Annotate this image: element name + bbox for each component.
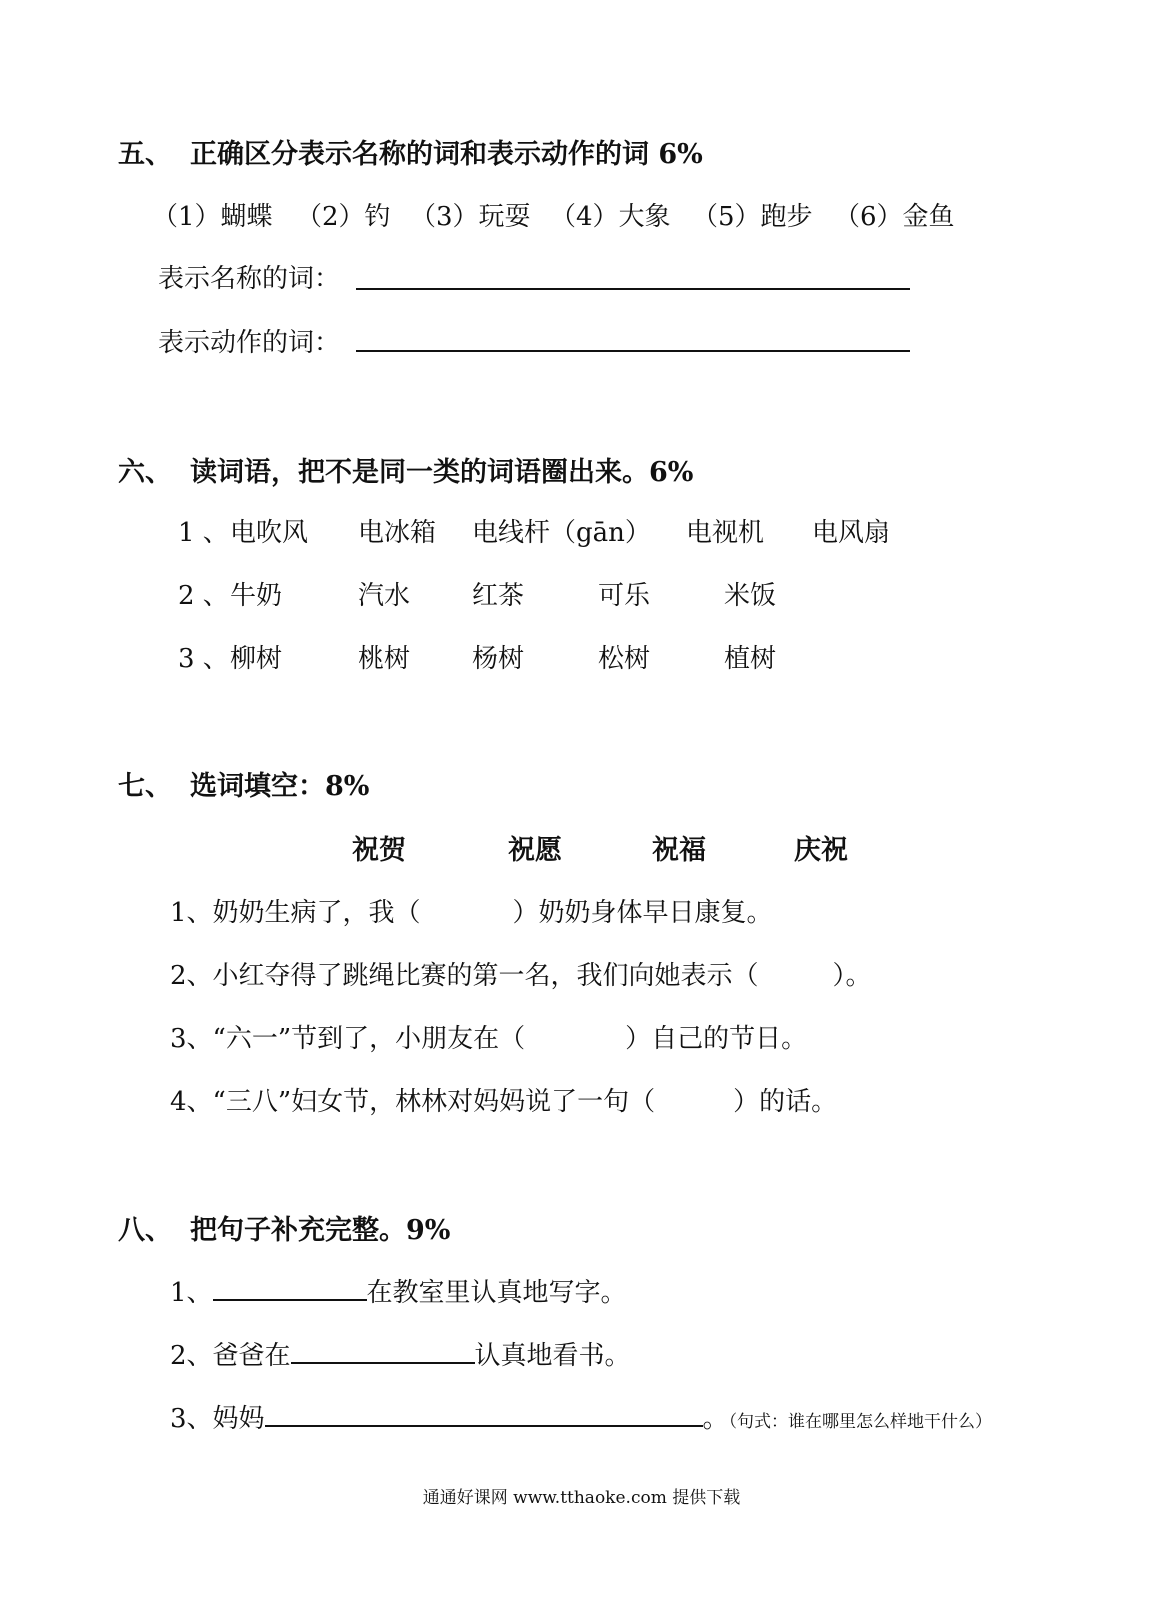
- section7-item-2-after: ）。: [832, 961, 872, 991]
- section7-choice-2: 祝愿: [508, 835, 562, 866]
- section8-item-3-before: 3、妈妈: [170, 1404, 265, 1434]
- section6-number: 六、: [118, 457, 172, 488]
- section7-item-2: [170, 955, 872, 992]
- section8-item-1-after: 在教室里认真地写字。: [366, 1278, 627, 1308]
- section7-title: 选词填空：8%: [190, 771, 370, 802]
- section8-item-2-blank[interactable]: [291, 1358, 475, 1364]
- section7-item-1-before: 1、奶奶生病了，我（: [170, 898, 421, 928]
- section5-word-1: （1）蝴蝶: [152, 202, 273, 232]
- section7-item-4-after: ）的话。: [733, 1087, 838, 1117]
- section7-item-1-after: ）奶奶身体早日康复。: [512, 898, 773, 928]
- section7-item-2-before: 2、小红夺得了跳绳比赛的第一名，我们向她表示（: [170, 961, 759, 991]
- section6-row3-word5[interactable]: 植树: [724, 644, 777, 674]
- section6-row3-word1[interactable]: 柳树: [230, 644, 283, 674]
- section5-names-answer-line[interactable]: [356, 288, 910, 290]
- section8-item-3-after: 。: [702, 1404, 729, 1434]
- section7-item-3: [170, 1018, 807, 1055]
- section8-title: 把句子补充完整。9%: [190, 1215, 451, 1246]
- section6-row2-word1[interactable]: 牛奶: [230, 581, 283, 611]
- section6-row2-word5[interactable]: 米饭: [724, 581, 777, 611]
- section5-title: 正确区分表示名称的词和表示动作的词 6%: [190, 139, 703, 170]
- section8-item-3-note: （句式：谁在哪里怎么样地干什么）: [728, 1412, 993, 1432]
- section6-row2-word3[interactable]: 红茶: [472, 581, 525, 611]
- section8-item-3: [170, 1398, 992, 1435]
- section8-number: 八、: [118, 1215, 172, 1246]
- section6-row2-num: 2 、: [178, 581, 229, 611]
- section5-number: 五、: [118, 139, 172, 170]
- section6-row2-word2[interactable]: 汽水: [358, 581, 411, 611]
- section5-word-2: （2）钓: [296, 202, 391, 232]
- section8-item-1: [170, 1272, 627, 1309]
- section6-title: 读词语，把不是同一类的词语圈出来。6%: [190, 457, 694, 488]
- section6-row2-word4[interactable]: 可乐: [598, 581, 651, 611]
- section6-row3-num: 3 、: [178, 644, 229, 674]
- section7-item-1: [170, 892, 773, 929]
- section5-actions-label: 表示动作的词：: [158, 328, 341, 358]
- section7-choice-3: 祝福: [652, 835, 706, 866]
- section7-choice-1: 祝贺: [352, 835, 406, 866]
- section8-item-1-before: 1、: [170, 1278, 213, 1308]
- section8-item-2: [170, 1335, 631, 1372]
- page-footer: 通通好课网 www.tthaoke.com 提供下载: [422, 1488, 741, 1508]
- section6-row1-word2[interactable]: 电冰箱: [358, 518, 437, 548]
- section5-word-3: （3）玩耍: [410, 202, 531, 232]
- section5-actions-answer-line[interactable]: [356, 350, 910, 352]
- section6-row3-word3[interactable]: 杨树: [472, 644, 525, 674]
- section6-row1-word1[interactable]: 电吹风: [230, 518, 309, 548]
- section5-word-4: （4）大象: [550, 202, 671, 232]
- section6-row1-word4[interactable]: 电视机: [686, 518, 765, 548]
- section7-item-4-before: 4、“三八”妇女节，林林对妈妈说了一句（: [170, 1087, 656, 1117]
- section7-item-3-before: 3、“六一”节到了，小朋友在（: [170, 1024, 526, 1054]
- section5-names-label: 表示名称的词：: [158, 264, 341, 294]
- section8-item-1-blank[interactable]: [213, 1295, 367, 1301]
- section6-row1-word3[interactable]: 电线杆（gān）: [472, 518, 651, 548]
- section7-item-3-after: ）自己的节日。: [625, 1024, 808, 1054]
- section7-item-4: [170, 1081, 837, 1118]
- section5-word-6: （6）金鱼: [834, 202, 955, 232]
- section5-word-5: （5）跑步: [692, 202, 813, 232]
- section8-item-2-before: 2、爸爸在: [170, 1341, 291, 1371]
- section6-row1-num: 1 、: [178, 518, 229, 548]
- section7-choice-4: 庆祝: [794, 835, 848, 866]
- section8-item-2-after: 认真地看书。: [474, 1341, 631, 1371]
- section7-number: 七、: [118, 771, 172, 802]
- section6-row3-word2[interactable]: 桃树: [358, 644, 411, 674]
- section6-row3-word4[interactable]: 松树: [598, 644, 651, 674]
- section8-item-3-blank[interactable]: [265, 1421, 703, 1427]
- section6-row1-word5[interactable]: 电风扇: [812, 518, 891, 548]
